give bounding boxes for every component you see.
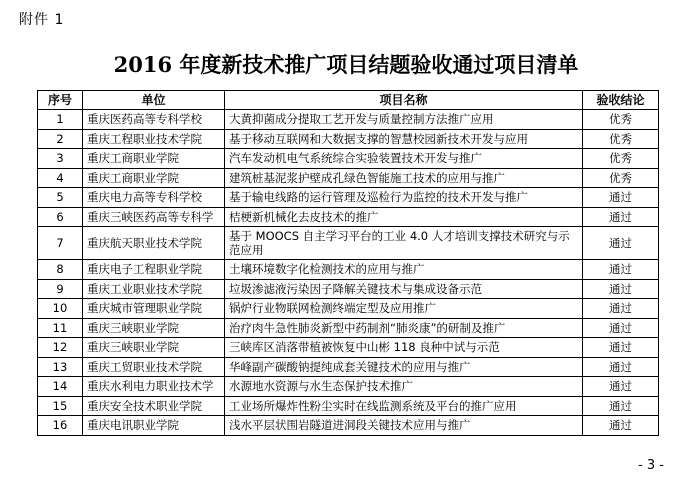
row-project-cell: 基于移动互联网和大数据支撑的智慧校园新技术开发与应用 xyxy=(225,129,583,149)
row-serial-cell: 15 xyxy=(38,396,83,416)
table-row xyxy=(38,168,659,188)
row-project-cell: 工业场所爆炸性粉尘实时在线监测系统及平台的推广应用 xyxy=(225,396,583,416)
table-row xyxy=(38,279,659,299)
table-row xyxy=(38,188,659,208)
header-unit: 单位 xyxy=(83,91,225,110)
table-row xyxy=(38,149,659,169)
row-serial-cell: 9 xyxy=(38,279,83,299)
row-project-cell: 三峡库区消落带植被恢复中山彬 118 良种中试与示范 xyxy=(225,338,583,358)
row-result-cell: 优秀 xyxy=(583,110,659,130)
row-result-cell: 通过 xyxy=(583,318,659,338)
header-result: 验收结论 xyxy=(583,91,659,110)
row-project-cell: 水源地水资源与水生态保护技术推广 xyxy=(225,377,583,397)
row-unit-cell: 重庆三峡职业学院 xyxy=(83,338,225,358)
row-project-cell: 垃圾渗滤液污染因子降解关键技术与集成设备示范 xyxy=(225,279,583,299)
table-row xyxy=(38,227,659,260)
row-result-cell: 通过 xyxy=(583,377,659,397)
row-result-cell: 通过 xyxy=(583,357,659,377)
row-unit-cell: 重庆三峡职业学院 xyxy=(83,318,225,338)
row-result-cell: 通过 xyxy=(583,227,659,260)
project-table xyxy=(37,90,659,436)
row-serial-cell: 1 xyxy=(38,110,83,130)
table-row xyxy=(38,377,659,397)
row-serial-cell: 13 xyxy=(38,357,83,377)
row-serial-cell: 8 xyxy=(38,260,83,280)
row-result-cell: 优秀 xyxy=(583,168,659,188)
row-result-cell: 通过 xyxy=(583,207,659,227)
row-serial-cell: 4 xyxy=(38,168,83,188)
page-number: - 3 - xyxy=(638,458,664,473)
row-serial-cell: 16 xyxy=(38,416,83,436)
row-result-cell: 优秀 xyxy=(583,149,659,169)
row-result-cell: 通过 xyxy=(583,279,659,299)
table-row xyxy=(38,357,659,377)
row-unit-cell: 重庆工商职业学院 xyxy=(83,149,225,169)
row-result-cell: 通过 xyxy=(583,416,659,436)
row-unit-cell: 重庆电讯职业学院 xyxy=(83,416,225,436)
row-serial-cell: 7 xyxy=(38,227,83,260)
table-row xyxy=(38,299,659,319)
row-unit-cell: 重庆工程职业技术学院 xyxy=(83,129,225,149)
table-row xyxy=(38,318,659,338)
row-serial-cell: 11 xyxy=(38,318,83,338)
table-row xyxy=(38,338,659,358)
row-unit-cell: 重庆工贸职业技术学院 xyxy=(83,357,225,377)
table-row xyxy=(38,129,659,149)
row-project-cell: 大黄抑菌成分提取工艺开发与质量控制方法推广应用 xyxy=(225,110,583,130)
row-project-cell: 基于输电线路的运行管理及巡检行为监控的技术开发与推广 xyxy=(225,188,583,208)
row-project-cell: 浅水平层状围岩隧道进洞段关键技术应用与推广 xyxy=(225,416,583,436)
table-row xyxy=(38,396,659,416)
row-unit-cell: 重庆城市管理职业学院 xyxy=(83,299,225,319)
row-result-cell: 优秀 xyxy=(583,129,659,149)
table-header-row xyxy=(38,91,659,110)
page-title: 2016 年度新技术推广项目结题验收通过项目清单 xyxy=(113,52,579,77)
row-unit-cell: 重庆医药高等专科学校 xyxy=(83,110,225,130)
row-result-cell: 通过 xyxy=(583,299,659,319)
row-project-cell: 锅炉行业物联网检测终端定型及应用推广 xyxy=(225,299,583,319)
header-project-name: 项目名称 xyxy=(225,91,583,110)
row-project-cell: 土壤环境数字化检测技术的应用与推广 xyxy=(225,260,583,280)
row-serial-cell: 2 xyxy=(38,129,83,149)
row-unit-cell: 重庆三峡医药高等专科学 xyxy=(83,207,225,227)
row-unit-cell: 重庆水利电力职业技术学 xyxy=(83,377,225,397)
row-unit-cell: 重庆电力高等专科学校 xyxy=(83,188,225,208)
header-serial: 序号 xyxy=(38,91,83,110)
row-result-cell: 通过 xyxy=(583,338,659,358)
row-project-cell: 桔梗新机械化去皮技术的推广 xyxy=(225,207,583,227)
row-result-cell: 通过 xyxy=(583,396,659,416)
row-project-cell: 基于 MOOCS 自主学习平台的工业 4.0 人才培训支撑技术研究与示范应用 xyxy=(225,227,583,260)
table-row xyxy=(38,416,659,436)
row-serial-cell: 12 xyxy=(38,338,83,358)
row-serial-cell: 6 xyxy=(38,207,83,227)
row-unit-cell: 重庆航天职业技术学院 xyxy=(83,227,225,260)
row-serial-cell: 3 xyxy=(38,149,83,169)
row-serial-cell: 14 xyxy=(38,377,83,397)
row-serial-cell: 5 xyxy=(38,188,83,208)
row-unit-cell: 重庆电子工程职业学院 xyxy=(83,260,225,280)
table-row xyxy=(38,207,659,227)
table-row xyxy=(38,110,659,130)
row-result-cell: 通过 xyxy=(583,260,659,280)
row-project-cell: 华峰副产碳酸钠提纯成套关键技术的应用与推广 xyxy=(225,357,583,377)
row-unit-cell: 重庆工商职业学院 xyxy=(83,168,225,188)
attachment-label: 附件 1 xyxy=(19,12,65,28)
row-serial-cell: 10 xyxy=(38,299,83,319)
row-project-cell: 治疗肉牛急性肺炎新型中药制剂“肺炎康”的研制及推广 xyxy=(225,318,583,338)
row-result-cell: 通过 xyxy=(583,188,659,208)
row-project-cell: 建筑桩基泥浆护壁成孔绿色智能施工技术的应用与推广 xyxy=(225,168,583,188)
row-project-cell: 汽车发动机电气系统综合实验装置技术开发与推广 xyxy=(225,149,583,169)
table-row xyxy=(38,260,659,280)
row-unit-cell: 重庆工业职业技术学院 xyxy=(83,279,225,299)
row-unit-cell: 重庆安全技术职业学院 xyxy=(83,396,225,416)
